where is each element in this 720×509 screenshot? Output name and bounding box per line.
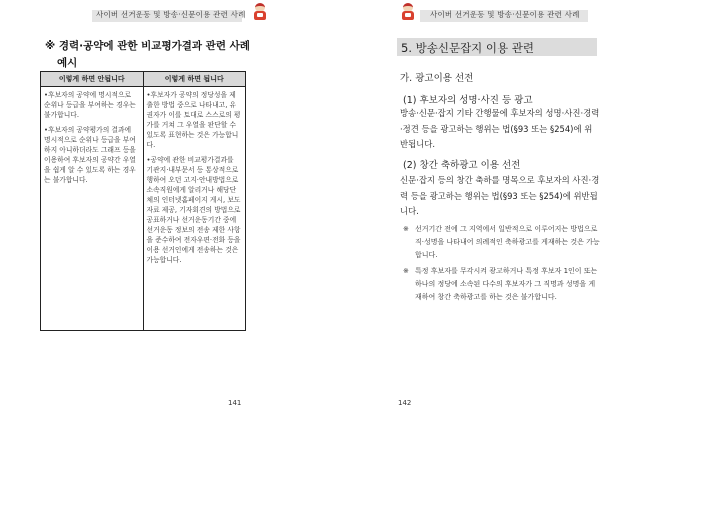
- page-title: ※ 경력·공약에 관한 비교평가결과 관련 사례: [45, 40, 250, 52]
- subsection-title: 가. 광고이용 선전: [400, 73, 474, 84]
- col-header-do: 이렇게 하면 됩니다: [143, 72, 246, 87]
- item-body-2: 신문·잡지 등의 창간 축하를 명목으로 후보자의 사진·경력 등을 광고하는 행위는 법(§93 또는 §254)에 위반됩니다.: [400, 175, 600, 216]
- list-item: •후보자의 공약에 명시적으로 순위나 등급을 부여하는 경우는 불가합니다.: [44, 91, 136, 119]
- section-title-bar: [397, 38, 597, 56]
- running-header: 사이버 선거운동 및 방송·신문이용 관련 사례: [430, 10, 580, 19]
- do-cell: [143, 87, 246, 331]
- mascot-icon: [400, 3, 416, 21]
- section-title: 5. 방송신문잡지 이용 관련: [401, 41, 535, 55]
- note-2: [403, 265, 601, 304]
- note-text: 특정 후보자를 무각시켜 광고하거나 특정 후보자 1인이 또는 하나의 정당에 소속된 다수의 후보자가 그 직명과 성명을 게재하여 창간 축하광고를 하는 것은 불가합니다.: [415, 267, 598, 301]
- note-mark: ※: [403, 225, 409, 233]
- mascot-icon: [252, 3, 268, 21]
- item-body-1: 방송·신문·잡지 기타 간행물에 후보자의 성명·사진·경력·정견 등을 광고하는 행위는 법(§93 또는 §254)에 위반됩니다.: [400, 108, 600, 149]
- running-header: 사이버 선거운동 및 방송·신문이용 관련 사례: [96, 10, 246, 19]
- page-title-cont: 예시: [57, 57, 78, 69]
- item-title-2: (2) 창간 축하광고 이용 선전: [403, 160, 521, 171]
- page-number: 142: [398, 399, 412, 407]
- note-1: [403, 223, 601, 262]
- col-header-dont: 이렇게 하면 안됩니다: [41, 72, 144, 87]
- page-number: 141: [228, 399, 242, 407]
- list-item: •공약에 관한 비교평가결과를 기관지·내부문서 등 통상적으로 행하여 오던 고지·안내방법으로 소속직원에게 알리거나 해당단체의 인터넷홈페이지 게시, 보도자료 제공, 기자회견의 방법으로 공표하거나 선거운동기간 중에 선거운동 정보의 전송 제한 사항을 준수하여 전자우편·전화 등을 이용 선거인에게 전송하는 것은 가능합니다.: [146, 156, 241, 264]
- list-item: •후보자가 공약의 정당성을 제출한 방법 중으로 나타내고, 유권자가 이를 토대로 스스로의 평가를 거쳐 그 우열을 판단할 수 있도록 표현하는 것은 가능합니다.: [146, 91, 241, 149]
- list-item: •후보자의 공약평가의 결과에 명시적으로 순위나 등급을 부여하지 아니하더라도 그래프 등을 이용하여 후보자의 공약간 우열을 쉽게 알 수 있도록 하는 경우는 불가합니다.: [44, 126, 136, 184]
- item-title-1: (1) 후보자의 성명·사진 등 광고: [403, 95, 533, 106]
- dont-cell: [41, 87, 144, 331]
- note-text: 선거기간 전에 그 지역에서 일반적으로 이루어지는 방법으로 직·성명을 나타내어 의례적인 축하광고를 게재하는 것은 가능합니다.: [415, 225, 600, 259]
- comparison-table: [40, 71, 246, 331]
- note-mark: ※: [403, 267, 409, 275]
